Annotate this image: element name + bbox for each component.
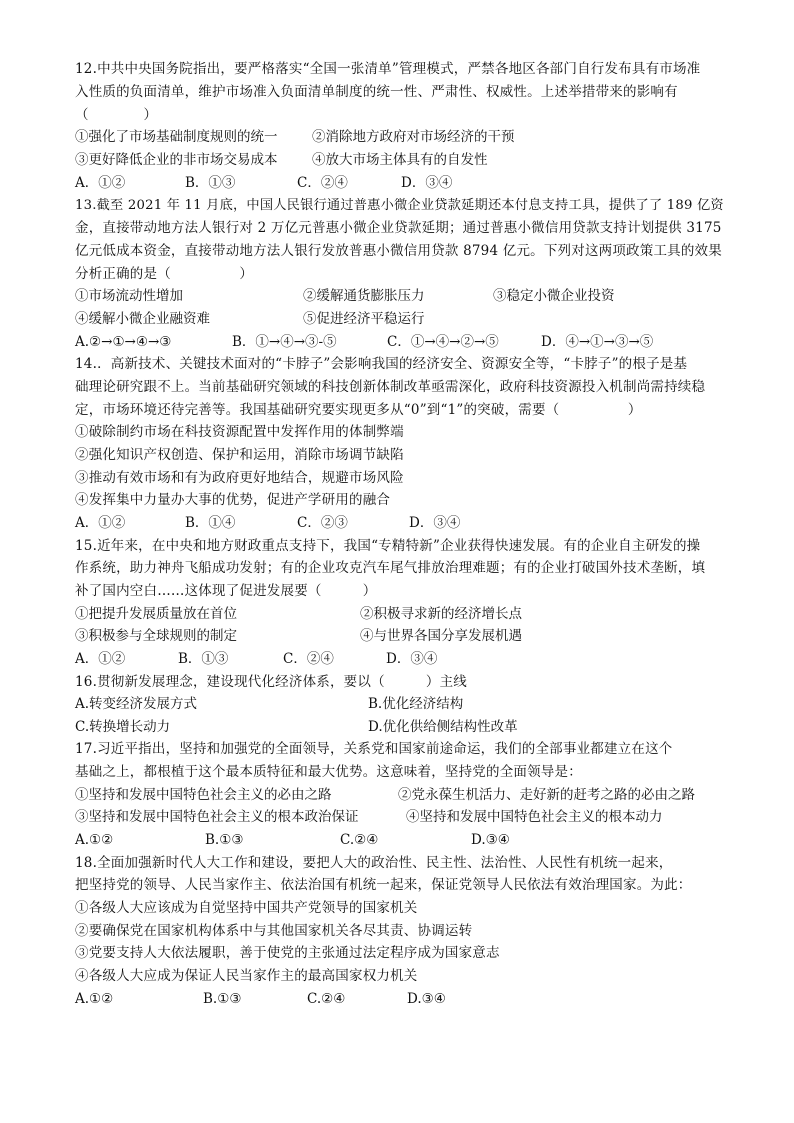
statement: ②强化知识产权创造、保护和运用，消除市场调节缺陷 [75,447,404,463]
option-c: C.转换增长动力 [75,719,171,735]
statement: ②积极寻求新的经济增长点 [360,606,522,622]
statement: ④缓解小微企业融资难 [75,311,210,327]
question-stem-line: 12.中共中央国务院指出，要严格落实“全国一张清单”管理模式，严禁各地区各部门自行发布具有市场准 [75,61,701,77]
option-d: D．③④ [401,175,453,191]
statement: ③推动有效市场和有为政府更好地结合，规避市场风险 [75,470,404,486]
question-stem-line: 补了国内空白……这体现了促进发展要（ ） [75,583,377,599]
option-a: A．①② [75,651,126,667]
statement: ③坚持和发展中国特色社会主义的根本政治保证 [75,809,359,825]
option-a: A.②→①→④→③ [75,334,172,350]
statement: ①强化了市场基础制度规则的统一 [75,129,278,145]
statement: ③更好降低企业的非市场交易成本 [75,152,278,168]
option-d: D.优化供给侧结构性改革 [368,719,518,735]
option-d: D.③④ [407,991,446,1007]
statement: ②缓解通货膨胀压力 [303,288,425,304]
option-b: B.①③ [205,832,244,848]
option-d: D．③④ [409,515,461,531]
statement: ①市场流动性增加 [75,288,183,304]
question-stem-line: 15.近年来，在中央和地方财政重点支持下，我国“专精特新”企业获得快速发展。有的企业自主研发的操 [75,538,701,554]
statement: ④发挥集中力量办大事的优势，促进产学研用的融合 [75,492,391,508]
option-c: C．①→④→②→⑤ [387,334,499,350]
question-stem-line: 14.．高新技术、关键技术面对的“卡脖子”会影响我国的经济安全、资源安全等，“卡脖子”的根子是基 [75,356,688,372]
statement: ④与世界各国分享发展机遇 [360,628,522,644]
statement: ②要确保党在国家机构体系中与其他国家机关各尽其责、协调运转 [75,923,473,939]
question-stem-line: 把坚持党的领导、人民当家作主、依法治国有机统一起来，保证党领导人民依法有效治理国家。为此： [75,877,692,893]
option-b: B.优化经济结构 [368,696,464,712]
option-c: C．②④ [297,175,348,191]
option-c: C.②④ [307,991,346,1007]
statement: ④各级人大应成为保证人民当家作主的最高国家权力机关 [75,968,418,984]
question-stem-line: 16.贯彻新发展理念，建设现代化经济体系，要以（ ）主线 [75,674,467,690]
option-c: C．②③ [297,515,348,531]
statement: ①把提升发展质量放在首位 [75,606,237,622]
question-stem-line: 入性质的负面清单，维护市场准入负面清单制度的统一性、严肃性、权威性。上述举措带来的影响有 [75,84,678,100]
option-a: A．①② [75,515,126,531]
question-stem-line: 亿元低成本资金，直接带动地方法人银行发放普惠小微信用贷款 8794 亿元。下列对这两项政策工具的效果 [75,243,722,259]
option-c: C.②④ [340,832,379,848]
option-a: A.①② [75,991,114,1007]
question-stem-line: 17.习近平指出，坚持和加强党的全面领导，关系党和国家前途命运，我们的全部事业都建立在这个 [75,741,673,757]
option-a: A．①② [75,175,126,191]
question-stem-line: （ ） [75,107,158,123]
option-b: B．①③ [185,175,236,191]
question-stem-line: 分析正确的是（ ） [75,266,254,282]
statement: ①各级人大应该成为自觉坚持中国共产党领导的国家机关 [75,900,418,916]
option-b: B．①③ [178,651,229,667]
option-b: B．①→④→③-⑤ [232,334,337,350]
question-stem-line: 定，市场环境还待完善等。我国基础研究要实现更多从“0”到“1”的突破，需要（ ） [75,402,642,418]
question-stem-line: 18.全面加强新时代人大工作和建设，要把人大的政治性、民主性、法治性、人民性有机统一起来， [75,855,673,871]
question-stem-line: 础理论研究跟不上。当前基础研究领域的科技创新体制改革亟需深化，政府科技资源投入机制尚需持续稳 [75,379,706,395]
option-d: D．④→①→③→⑤ [541,334,654,350]
option-a: A.转变经济发展方式 [75,696,198,712]
statement: ③稳定小微企业投资 [493,288,615,304]
statement: ②党永葆生机活力、走好新的赶考之路的必由之路 [398,787,695,803]
question-stem-line: 作系统，助力神舟飞船成功发射；有的企业攻克汽车尾气排放治理难题；有的企业打破国外技术垄断，填 [75,560,706,576]
statement: ④坚持和发展中国特色社会主义的根本动力 [406,809,663,825]
statement: ⑤促进经济平稳运行 [303,311,425,327]
option-b: B.①③ [203,991,242,1007]
question-stem-line: 13.截至 2021 年 11 月底，中国人民银行通过普惠小微企业贷款延期还本付息支持工具，提供了了 189 亿资 [75,198,724,213]
option-d: D．③④ [386,651,438,667]
statement: ④放大市场主体具有的自发性 [312,152,488,168]
question-stem-line: 基础之上，都根植于这个最本质特征和最大优势。这意味着，坚持党的全面领导是： [75,764,582,780]
option-c: C．②④ [283,651,334,667]
option-d: D.③④ [471,832,510,848]
option-a: A.①② [75,832,114,848]
statement: ②消除地方政府对市场经济的干预 [312,129,515,145]
statement: ①坚持和发展中国特色社会主义的必由之路 [75,787,332,803]
statement: ①破除制约市场在科技资源配置中发挥作用的体制弊端 [75,424,404,440]
question-stem-line: 金，直接带动地方法人银行对 2 万亿元普惠小微企业贷款延期；通过普惠小微信用贷款支持计划提供 3175 [75,220,722,236]
statement: ③积极参与全球规则的制定 [75,628,237,644]
statement: ③党要支持人大依法履职，善于使党的主张通过法定程序成为国家意志 [75,945,500,961]
option-b: B．①④ [185,515,236,531]
